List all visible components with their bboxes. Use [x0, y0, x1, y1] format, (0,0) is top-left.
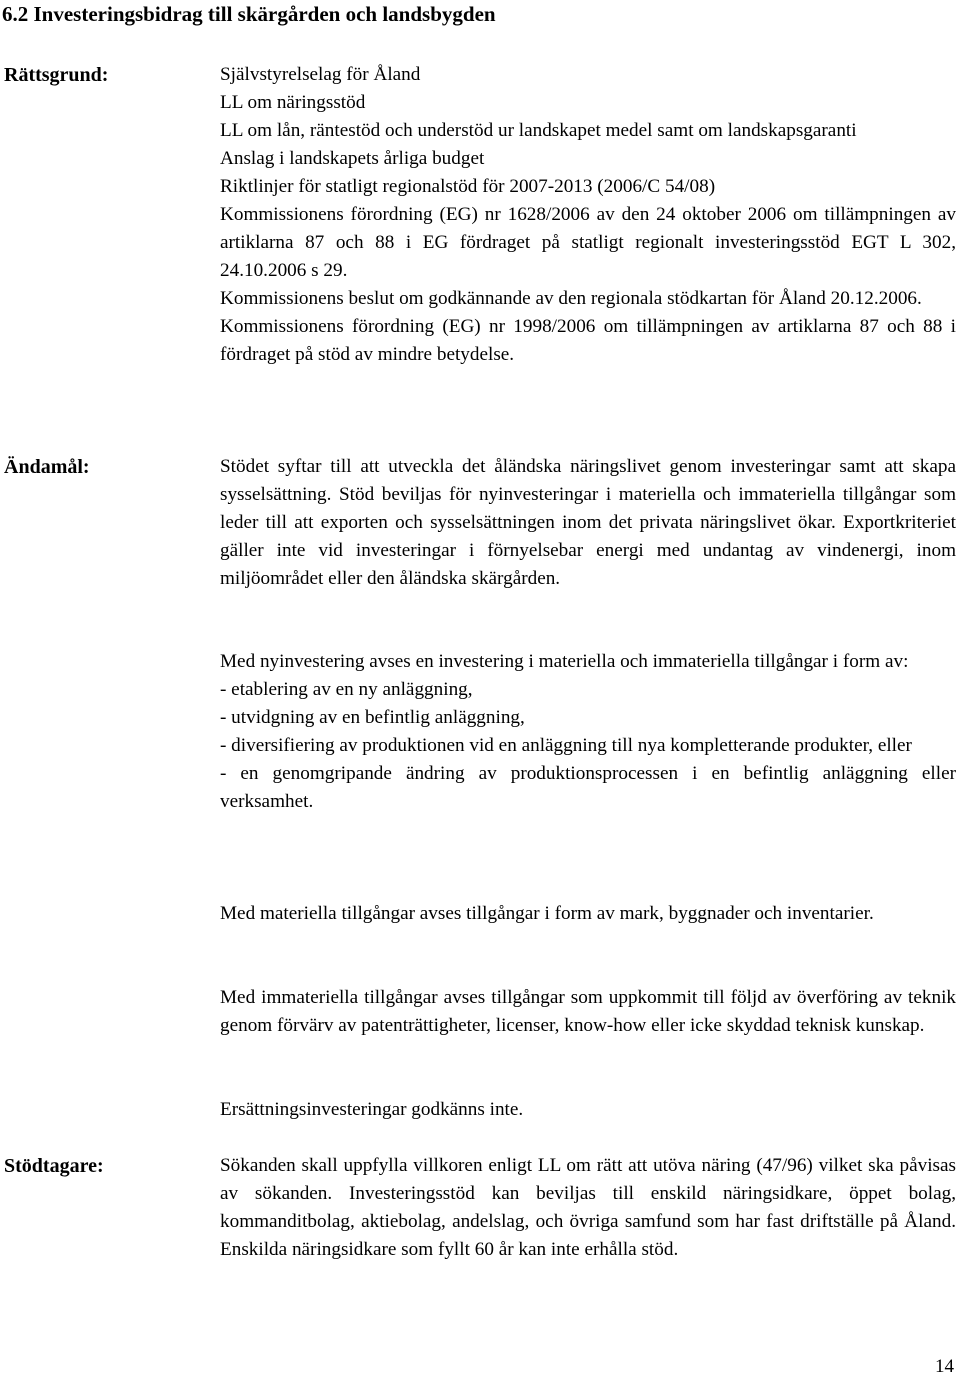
stodtagare-text: Sökanden skall uppfylla villkoren enligt LL om rätt att utöva näring (47/96) vilket ska påvisas av sökanden. Investeringsstöd kan beviljas till enskild näringsidkare, öppet bolag, kommanditbolag, aktiebolag, andelslag, och övriga samfund som har fast driftställe på Åland. Enskilda näringsidkare som fyllt 60 år kan inte erhålla stöd.	[220, 1155, 956, 1260]
rattsgrund-line: Anslag i landskapets årliga budget	[220, 148, 485, 169]
andamal-text: Med materiella tillgångar avses tillgångar i form av mark, byggnader och inventarier.	[220, 903, 874, 924]
list-item: - en genomgripande ändring av produktionsprocessen i en befintlig anläggning eller verksamhet.	[220, 763, 956, 812]
stodtagare-label: Stödtagare:	[4, 1155, 104, 1177]
rattsgrund-paragraph: Kommissionens beslut om godkännande av den regionala stödkartan för Åland 20.12.2006.	[220, 288, 922, 309]
andamal-paragraph-1	[220, 453, 956, 593]
section-heading: 6.2 Investeringsbidrag till skärgården och landsbygden	[2, 2, 496, 26]
rattsgrund-paragraph: Kommissionens förordning (EG) nr 1628/2006 av den 24 oktober 2006 om tillämpningen av artiklarna 87 och 88 i EG fördraget på statligt regionalt investeringsstöd EGT L 302, 24.10.2006 s 29.	[220, 204, 956, 281]
rattsgrund-content	[220, 61, 956, 369]
andamal-text: Stödet syftar till att utveckla det åländska näringslivet genom investeringar samt att skapa sysselsättning. Stöd beviljas för nyinvesteringar i materiella och immateriella tillgångar som leder till att exporten och sysselsättningen inom det privata näringslivet ökar. Exportkriteriet gäller inte vid investeringar i förnyelsebar energi med undantag av vindenergi, inom miljöområdet eller den åländska skärgården.	[220, 456, 956, 589]
andamal-text: Med immateriella tillgångar avses tillgångar som uppkommit till följd av överföring av teknik genom förvärv av patenträttigheter, licenser, know-how eller icke skyddad teknisk kunskap.	[220, 987, 956, 1036]
list-item: - diversifiering av produktionen vid en anläggning till nya kompletterande produkter, eller	[220, 735, 912, 756]
rattsgrund-line: Självstyrelselag för Åland	[220, 64, 421, 85]
rattsgrund-line: Riktlinjer för statligt regionalstöd för 2007-2013 (2006/C 54/08)	[220, 176, 716, 197]
stodtagare-content	[220, 1152, 956, 1264]
rattsgrund-paragraph: Kommissionens förordning (EG) nr 1998/2006 om tillämpningen av artiklarna 87 och 88 i fördraget på stöd av mindre betydelse.	[220, 316, 956, 365]
andamal-label: Ändamål:	[4, 456, 90, 478]
list-item: - etablering av en ny anläggning,	[220, 679, 473, 700]
list-item: - utvidgning av en befintlig anläggning,	[220, 707, 525, 728]
andamal-paragraph-2	[220, 648, 956, 816]
rattsgrund-paragraph: LL om lån, räntestöd och understöd ur landskapet medel samt om landskapsgaranti	[220, 120, 857, 141]
andamal-text: Ersättningsinvesteringar godkänns inte.	[220, 1099, 524, 1120]
rattsgrund-label: Rättsgrund:	[4, 64, 109, 86]
andamal-text: Med nyinvestering avses en investering i materiella och immateriella tillgångar i form av:	[220, 651, 909, 672]
andamal-paragraph-4	[220, 984, 956, 1040]
andamal-paragraph-5	[220, 1096, 956, 1124]
page-number: 14	[935, 1356, 954, 1377]
andamal-paragraph-3	[220, 900, 956, 928]
rattsgrund-line: LL om näringsstöd	[220, 92, 366, 113]
